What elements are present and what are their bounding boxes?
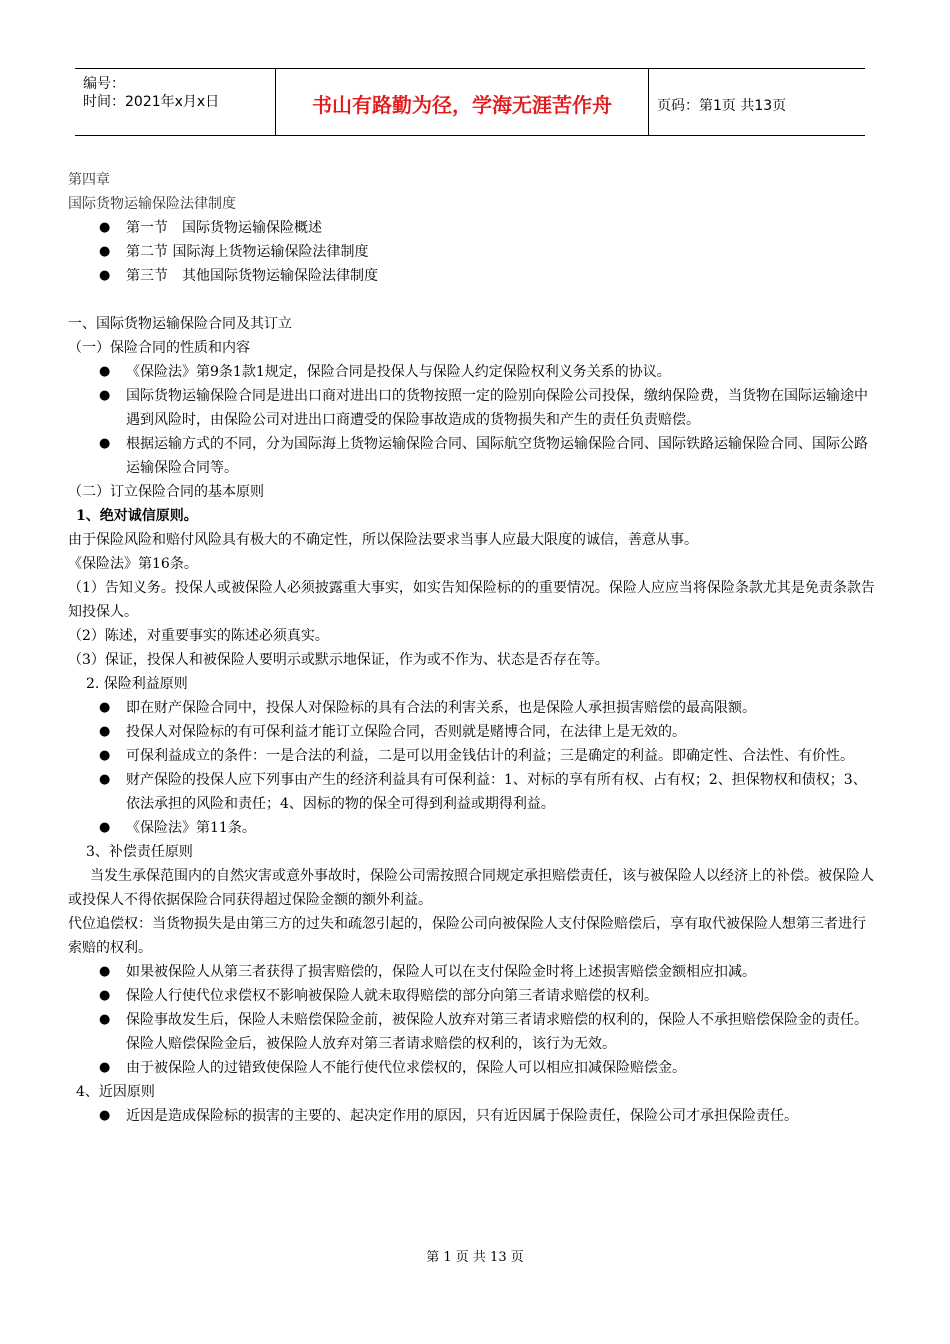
list-item-text: 第三节 其他国际货物运输保险法律制度 bbox=[126, 268, 378, 284]
bullet-icon: ● bbox=[99, 220, 111, 235]
numbered-item: （3）保证，投保人和被保险人要明示或默示地保证，作为或不作为、状态是否存在等。 bbox=[68, 652, 609, 668]
page-header bbox=[75, 68, 865, 136]
list-item bbox=[68, 720, 878, 744]
heading-1-1: （一）保险合同的性质和内容 bbox=[68, 340, 250, 356]
chapter-title: 国际货物运输保险法律制度 bbox=[68, 196, 236, 212]
document-body bbox=[68, 168, 878, 1128]
principle-3-subrogation: 代位追偿权：当货物损失是由第三方的过失和疏忽引起的，保险公司向被保险人支付保险赔偿后，享有取代被保险人想第三者进行索赔的权利。 bbox=[68, 916, 866, 956]
bullet-icon: ● bbox=[99, 820, 111, 835]
list-item-text: 如果被保险人从第三者获得了损害赔偿的，保险人可以在支付保险金时将上述损害赔偿金额相应扣减。 bbox=[126, 964, 756, 980]
list-item bbox=[68, 1104, 878, 1128]
principle-4-title: 4、近因原则 bbox=[76, 1084, 155, 1100]
principle-1-text: 由于保险风险和赔付风险具有极大的不确定性，所以保险法要求当事人应最大限度的诚信，善意从事。 bbox=[68, 532, 698, 548]
list-item-text: 保险人行使代位求偿权不影响被保险人就未取得赔偿的部分向第三者请求赔偿的权利。 bbox=[126, 988, 658, 1004]
principle-1-items bbox=[68, 576, 878, 672]
list-item bbox=[68, 240, 878, 264]
list-item-text: 即在财产保险合同中，投保人对保险标的具有合法的利害关系，也是保险人承担损害赔偿的最高限额。 bbox=[126, 700, 756, 716]
heading-1-2: （二）订立保险合同的基本原则 bbox=[68, 484, 264, 500]
list-item bbox=[68, 360, 878, 384]
list-item bbox=[68, 816, 878, 840]
bullet-icon: ● bbox=[99, 724, 111, 739]
time-label: 时间：2021年x月x日 bbox=[83, 94, 220, 110]
principle-3-text: 当发生承保范围内的自然灾害或意外事故时，保险公司需按照合同规定承担赔偿责任，该与被保险人以经济上的补偿。被保险人或投保人不得依据保险合同获得超过保险金额的额外利益。 bbox=[68, 868, 874, 908]
principle-1-law: 《保险法》第16条。 bbox=[68, 556, 198, 572]
bullet-icon: ● bbox=[99, 1060, 111, 1075]
list-item-text: 国际货物运输保险合同是进出口商对进出口的货物按照一定的险别向保险公司投保，缴纳保险费，当货物在国际运输途中遇到风险时，由保险公司对进出口商遭受的保险事故造成的货物损失和产生的责任负责赔偿。 bbox=[126, 388, 868, 428]
principle-3-title: 3、补偿责任原则 bbox=[86, 844, 193, 860]
list-item-text: 第二节 国际海上货物运输保险法律制度 bbox=[126, 244, 369, 260]
page-footer: 第 1 页 共 13 页 bbox=[426, 1250, 524, 1265]
list-item bbox=[68, 768, 878, 816]
bullet-icon: ● bbox=[99, 268, 111, 283]
list-item bbox=[68, 744, 878, 768]
bullet-list-4 bbox=[68, 1104, 878, 1128]
list-item bbox=[68, 1008, 878, 1056]
bullet-icon: ● bbox=[99, 244, 111, 259]
number-label: 编号： bbox=[83, 76, 125, 92]
bullet-icon: ● bbox=[99, 388, 111, 403]
header-info-cell bbox=[75, 69, 276, 135]
bullet-list-2 bbox=[68, 696, 878, 840]
bullet-icon: ● bbox=[99, 1108, 111, 1123]
bullet-icon: ● bbox=[99, 700, 111, 715]
bullet-list-3 bbox=[68, 960, 878, 1080]
chapter-number: 第四章 bbox=[68, 172, 110, 188]
list-item bbox=[68, 264, 878, 288]
list-item bbox=[68, 216, 878, 240]
list-item-text: 可保利益成立的条件：一是合法的利益，二是可以用金钱估计的利益；三是确定的利益。即确定性、合法性、有价性。 bbox=[126, 748, 854, 764]
header-page-cell bbox=[649, 69, 865, 135]
numbered-item: （1）告知义务。投保人或被保险人必须披露重大事实，如实告知保险标的的重要情况。保险人应应当将保险条款尤其是免责条款告知投保人。 bbox=[68, 580, 875, 620]
list-item-text: 第一节 国际货物运输保险概述 bbox=[126, 220, 322, 236]
list-item-text: 《保险法》第11条。 bbox=[126, 820, 256, 836]
list-item-text: 根据运输方式的不同，分为国际海上货物运输保险合同、国际航空货物运输保险合同、国际铁路运输保险合同、国际公路运输保险合同等。 bbox=[126, 436, 868, 476]
motto: 书山有路勤为径，学海无涯苦作舟 bbox=[312, 93, 612, 117]
list-item bbox=[68, 960, 878, 984]
list-item-text: 投保人对保险标的有可保利益才能订立保险合同，否则就是赌博合同，在法律上是无效的。 bbox=[126, 724, 686, 740]
list-item bbox=[68, 696, 878, 720]
bullet-icon: ● bbox=[99, 772, 111, 787]
list-item-text: 由于被保险人的过错致使保险人不能行使代位求偿权的，保险人可以相应扣减保险赔偿金。 bbox=[126, 1060, 686, 1076]
list-item-text: 近因是造成保险标的损害的主要的、起决定作用的原因，只有近因属于保险责任，保险公司才承担保险责任。 bbox=[126, 1108, 798, 1124]
bullet-list-1 bbox=[68, 360, 878, 480]
bullet-icon: ● bbox=[99, 748, 111, 763]
bullet-icon: ● bbox=[99, 364, 111, 379]
bullet-icon: ● bbox=[99, 436, 111, 451]
list-item-text: 保险事故发生后，保险人未赔偿保险金前，被保险人放弃对第三者请求赔偿的权利的，保险人不承担赔偿保险金的责任。保险人赔偿保险金后，被保险人放弃对第三者请求赔偿的权利的，该行为无效。 bbox=[126, 1012, 868, 1052]
section-list bbox=[68, 216, 878, 288]
numbered-item: （2）陈述，对重要事实的陈述必须真实。 bbox=[68, 628, 329, 644]
bullet-icon: ● bbox=[99, 988, 111, 1003]
list-item-text: 《保险法》第9条1款1规定，保险合同是投保人与保险人约定保险权利义务关系的协议。 bbox=[126, 364, 671, 380]
principle-1-title: 1、绝对诚信原则。 bbox=[76, 508, 198, 524]
list-item bbox=[68, 984, 878, 1008]
bullet-icon: ● bbox=[99, 964, 111, 979]
list-item bbox=[68, 1056, 878, 1080]
header-motto-cell bbox=[276, 69, 649, 135]
list-item bbox=[68, 432, 878, 480]
list-item bbox=[68, 384, 878, 432]
list-item-text: 财产保险的投保人应下列事由产生的经济利益具有可保利益：1、对标的享有所有权、占有权；2、担保物权和债权；3、依法承担的风险和责任；4、因标的物的保全可得到利益或期得利益。 bbox=[126, 772, 867, 812]
principle-2-title: 2. 保险利益原则 bbox=[86, 676, 188, 692]
heading-1: 一、国际货物运输保险合同及其订立 bbox=[68, 316, 292, 332]
page-label: 页码：第1页 共13页 bbox=[657, 98, 787, 114]
bullet-icon: ● bbox=[99, 1012, 111, 1027]
